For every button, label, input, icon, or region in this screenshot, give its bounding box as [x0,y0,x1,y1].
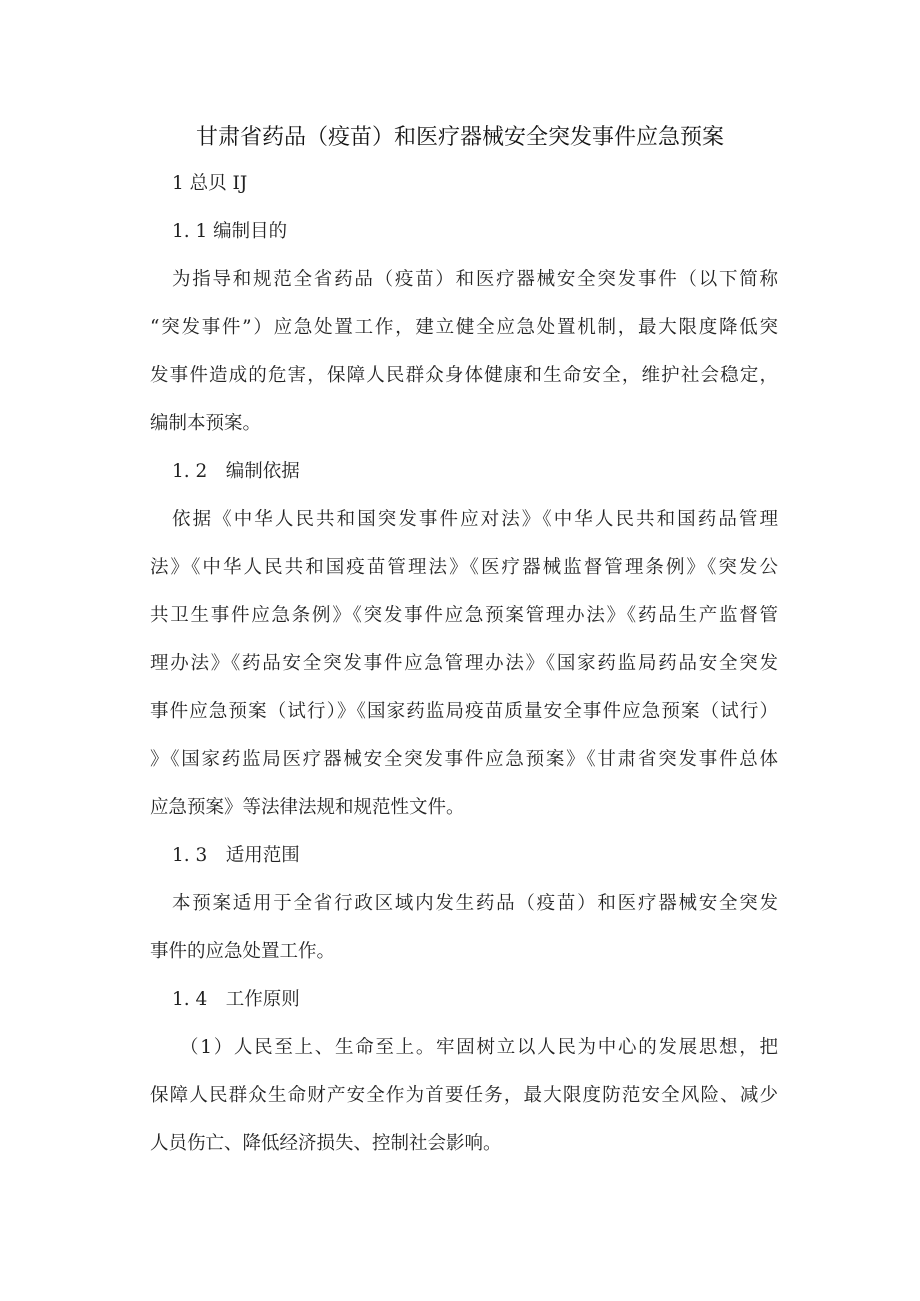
section-heading: 1. 3 适用范围 [172,845,300,866]
paragraph-line: 保障人民群众生命财产安全作为首要任务，最大限度防范安全风险、减少 [150,1085,778,1106]
section-heading: 1. 1 编制目的 [172,221,288,242]
document-title: 甘肃省药品（疫苗）和医疗器械安全突发事件应急预案 [195,125,724,150]
paragraph-line: 为指导和规范全省药品（疫苗）和医疗器械安全突发事件（以下简称 [172,269,778,290]
paragraph-line: 人员伤亡、降低经济损失、控制社会影响。 [150,1133,502,1154]
paragraph-line: 事件的应急处置工作。 [150,941,336,962]
paragraph-line: 理办法》《药品安全突发事件应急管理办法》《国家药监局药品安全突发 [150,653,778,674]
paragraph-line: “突发事件”）应急处置工作，建立健全应急处置机制，最大限度降低突 [150,317,778,338]
section-heading: 1. 2 编制依据 [172,461,300,482]
section-heading: 1. 4 工作原则 [172,989,300,1010]
paragraph-line: 法》《中华人民共和国疫苗管理法》《医疗器械监督管理条例》《突发公 [150,557,778,578]
paragraph-line: 编制本预案。 [150,413,262,434]
section-heading: 1 总贝 IJ [172,173,248,194]
paragraph-line: 共卫生事件应急条例》《突发事件应急预案管理办法》《药品生产监督管 [150,605,778,626]
paragraph-line: 发事件造成的危害，保障人民群众身体健康和生命安全，维护社会稳定， [150,365,778,386]
paragraph-line: 事件应急预案（试行）》《国家药监局疫苗质量安全事件应急预案（试行） [150,701,778,722]
document-body [150,160,778,1168]
paragraph-line: 应急预案》等法律法规和规范性文件。 [150,797,465,818]
paragraph-line: 》《国家药监局医疗器械安全突发事件应急预案》《甘肃省突发事件总体 [150,749,778,770]
paragraph-line: （1）人民至上、生命至上。牢固树立以人民为中心的发展思想，把 [180,1037,778,1058]
paragraph-line: 本预案适用于全省行政区域内发生药品（疫苗）和医疗器械安全突发 [172,893,778,914]
paragraph-line: 依据《中华人民共和国突发事件应对法》《中华人民共和国药品管理 [172,509,778,530]
